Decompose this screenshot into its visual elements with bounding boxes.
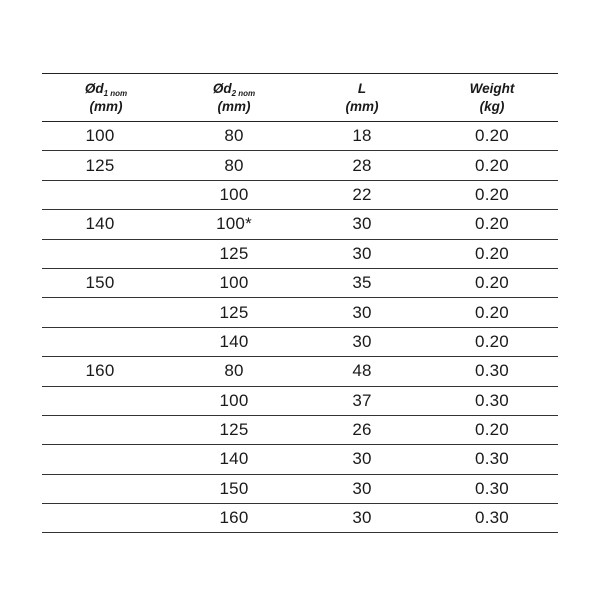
cell-weight: 0.30 <box>475 449 509 469</box>
cell-weight: 0.20 <box>475 420 509 440</box>
cell-length: 30 <box>352 302 372 322</box>
table-row <box>42 386 558 415</box>
cell-weight: 0.20 <box>475 273 509 293</box>
cell-d2: 125 <box>219 420 249 440</box>
cell-d1: 160 <box>85 361 115 381</box>
cell-d2: 125 <box>219 243 249 263</box>
cell-d1 <box>42 327 170 356</box>
cell-d2: 100 <box>219 273 249 293</box>
dimension-table-container <box>42 73 558 533</box>
cell-weight: 0.20 <box>475 243 509 263</box>
cell-d2: 125 <box>219 302 249 322</box>
cell-length: 26 <box>352 420 372 440</box>
cell-length: 37 <box>352 390 372 410</box>
cell-d2: 140 <box>219 449 249 469</box>
cell-weight: 0.20 <box>475 331 509 351</box>
cell-length: 30 <box>352 243 372 263</box>
cell-length: 35 <box>352 273 372 293</box>
table-header <box>42 74 558 122</box>
table-row <box>42 151 558 180</box>
cell-d1 <box>42 239 170 268</box>
cell-d2: 80 <box>224 155 244 175</box>
cell-length: 30 <box>352 331 372 351</box>
cell-d1 <box>42 180 170 209</box>
cell-d1 <box>42 298 170 327</box>
cell-weight: 0.30 <box>475 361 509 381</box>
cell-length: 48 <box>352 361 372 381</box>
table-body <box>42 122 558 533</box>
cell-d2: 140 <box>219 331 249 351</box>
table-row <box>42 122 558 151</box>
header-weight-symbol: Weight <box>469 80 515 96</box>
table-row <box>42 239 558 268</box>
cell-length: 30 <box>352 508 372 528</box>
cell-weight: 0.30 <box>475 508 509 528</box>
cell-d1 <box>42 474 170 503</box>
cell-d2: 80 <box>224 361 244 381</box>
cell-weight: 0.20 <box>475 155 509 175</box>
cell-d2: 100 <box>219 184 249 204</box>
header-d1-unit: (mm) <box>89 98 123 114</box>
header-d2-symbol: $Ød_{2 nom}$ <box>212 80 256 98</box>
cell-d2: 100* <box>216 214 252 234</box>
cell-length: 30 <box>352 449 372 469</box>
cell-d2: 150 <box>219 478 249 498</box>
cell-d2: 100 <box>219 390 249 410</box>
header-d2-unit: (mm) <box>217 98 251 114</box>
table-row <box>42 298 558 327</box>
table-row <box>42 445 558 474</box>
cell-weight: 0.20 <box>475 184 509 204</box>
header-length-unit: (mm) <box>345 98 379 114</box>
header-row <box>42 74 558 122</box>
table-row <box>42 357 558 386</box>
cell-d1 <box>42 504 170 533</box>
cell-length: 30 <box>352 214 372 234</box>
table-row <box>42 327 558 356</box>
header-length <box>298 74 426 122</box>
cell-length: 28 <box>352 155 372 175</box>
table-row <box>42 415 558 444</box>
cell-weight: 0.30 <box>475 478 509 498</box>
cell-d1 <box>42 445 170 474</box>
table-row <box>42 474 558 503</box>
cell-weight: 0.30 <box>475 390 509 410</box>
dimension-table <box>42 73 558 533</box>
header-d2 <box>170 74 298 122</box>
table-row <box>42 180 558 209</box>
cell-d1 <box>42 386 170 415</box>
header-d1-symbol: $Ød_{1 nom}$ <box>84 80 128 98</box>
cell-d1: 140 <box>85 214 115 234</box>
cell-d1: 150 <box>85 273 115 293</box>
header-weight <box>426 74 558 122</box>
cell-d2: 80 <box>224 126 244 146</box>
cell-d1: 100 <box>85 126 115 146</box>
cell-length: 22 <box>352 184 372 204</box>
header-length-symbol: L <box>357 80 367 96</box>
table-row <box>42 504 558 533</box>
cell-length: 18 <box>352 126 372 146</box>
table-row <box>42 268 558 297</box>
cell-weight: 0.20 <box>475 302 509 322</box>
cell-d1: 125 <box>85 155 115 175</box>
header-d1 <box>42 74 170 122</box>
cell-weight: 0.20 <box>475 214 509 234</box>
table-row <box>42 210 558 239</box>
cell-length: 30 <box>352 478 372 498</box>
cell-d2: 160 <box>219 508 249 528</box>
cell-weight: 0.20 <box>475 126 509 146</box>
cell-d1 <box>42 415 170 444</box>
header-weight-unit: (kg) <box>479 98 505 114</box>
